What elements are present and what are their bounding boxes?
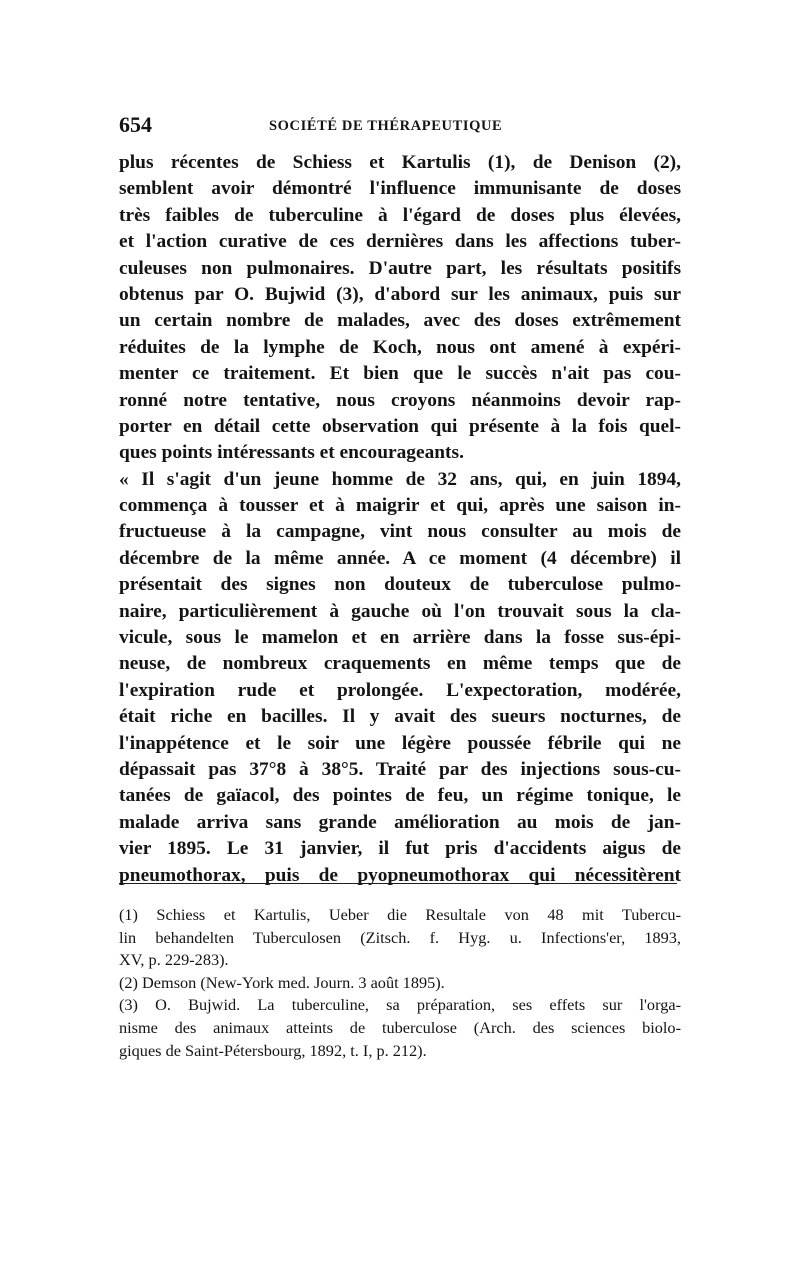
text-line: malade arriva sans grande amélioration au mois de jan- bbox=[119, 811, 681, 833]
text-line: réduites de la lymphe de Koch, nous ont amené à expéri- bbox=[119, 336, 681, 358]
text-line: l'expiration rude et prolongée. L'expectoration, modérée, bbox=[119, 679, 681, 701]
text-line: « Il s'agit d'un jeune homme de 32 ans, qui, en juin 1894, bbox=[119, 468, 681, 490]
footnote-line: (1) Schiess et Kartulis, Ueber die Resultale von 48 mit Tubercu- bbox=[119, 905, 681, 924]
footnotes bbox=[119, 904, 681, 1062]
footnote-line: XV, p. 229-283). bbox=[119, 950, 229, 970]
text-line: naire, particulièrement à gauche où l'on trouvait sous la cla- bbox=[119, 600, 681, 622]
body-text bbox=[119, 150, 681, 889]
footnote-divider bbox=[119, 883, 677, 884]
footnote-line: lin behandelten Tuberculosen (Zitsch. f. Hyg. u. Infections'er, 1893, bbox=[119, 927, 681, 947]
text-line: vier 1895. Le 31 janvier, il fut pris d'accidents aigus de bbox=[119, 838, 681, 860]
text-line: semblent avoir démontré l'influence immunisante de doses bbox=[119, 178, 681, 200]
text-line: ques points intéressants et encourageants. bbox=[119, 442, 464, 464]
footnote-line: nisme des animaux atteints de tuberculose (Arch. des sciences biolo- bbox=[119, 1017, 681, 1037]
text-line: pneumothorax, puis de pyopneumothorax qui nécessitèrent bbox=[119, 864, 681, 886]
text-line: un certain nombre de malades, avec des doses extrêmement bbox=[119, 310, 681, 332]
text-line: l'inappétence et le soir une légère poussée fébrile qui ne bbox=[119, 732, 681, 754]
text-line: obtenus par O. Bujwid (3), d'abord sur les animaux, puis sur bbox=[119, 283, 681, 305]
text-line: commença à tousser et à maigrir et qui, après une saison in- bbox=[119, 495, 681, 517]
text-line: plus récentes de Schiess et Kartulis (1), de Denison (2), bbox=[119, 152, 681, 173]
text-line: ronné notre tentative, nous croyons néanmoins devoir rap- bbox=[119, 389, 681, 411]
page-header bbox=[119, 112, 681, 142]
text-line: fructueuse à la campagne, vint nous consulter au mois de bbox=[119, 521, 681, 543]
text-line: culeuses non pulmonaires. D'autre part, les résultats positifs bbox=[119, 257, 681, 279]
text-line: vicule, sous le mamelon et en arrière dans la fosse sus-épi- bbox=[119, 627, 681, 649]
text-line: neuse, de nombreux craquements en même temps que de bbox=[119, 653, 681, 675]
running-head: SOCIÉTÉ DE THÉRAPEUTIQUE bbox=[269, 118, 503, 134]
text-line: était riche en bacilles. Il y avait des sueurs nocturnes, de bbox=[119, 706, 681, 728]
text-line: et l'action curative de ces dernières dans les affections tuber- bbox=[119, 231, 681, 253]
footnote-line: (3) O. Bujwid. La tuberculine, sa préparation, ses effets sur l'orga- bbox=[119, 995, 681, 1015]
text-line: menter ce traitement. Et bien que le succès n'ait pas cou- bbox=[119, 363, 681, 385]
text-line: présentait des signes non douteux de tuberculose pulmo- bbox=[119, 574, 681, 596]
footnote-line: giques de Saint-Pétersbourg, 1892, t. I, p. 212). bbox=[119, 1040, 427, 1060]
text-line: porter en détail cette observation qui présente à la fois quel- bbox=[119, 415, 681, 437]
text-line: très faibles de tuberculine à l'égard de doses plus élevées, bbox=[119, 204, 681, 226]
text-line: tanées de gaïacol, des pointes de feu, un régime tonique, le bbox=[119, 785, 681, 807]
footnote-line: (2) Demson (New-York med. Journ. 3 août 1895). bbox=[119, 972, 445, 992]
text-line: dépassait pas 37°8 à 38°5. Traité par des injections sous-cu- bbox=[119, 758, 681, 780]
text-line: décembre de la même année. A ce moment (4 décembre) il bbox=[119, 547, 681, 569]
page-number: 654 bbox=[119, 112, 152, 137]
